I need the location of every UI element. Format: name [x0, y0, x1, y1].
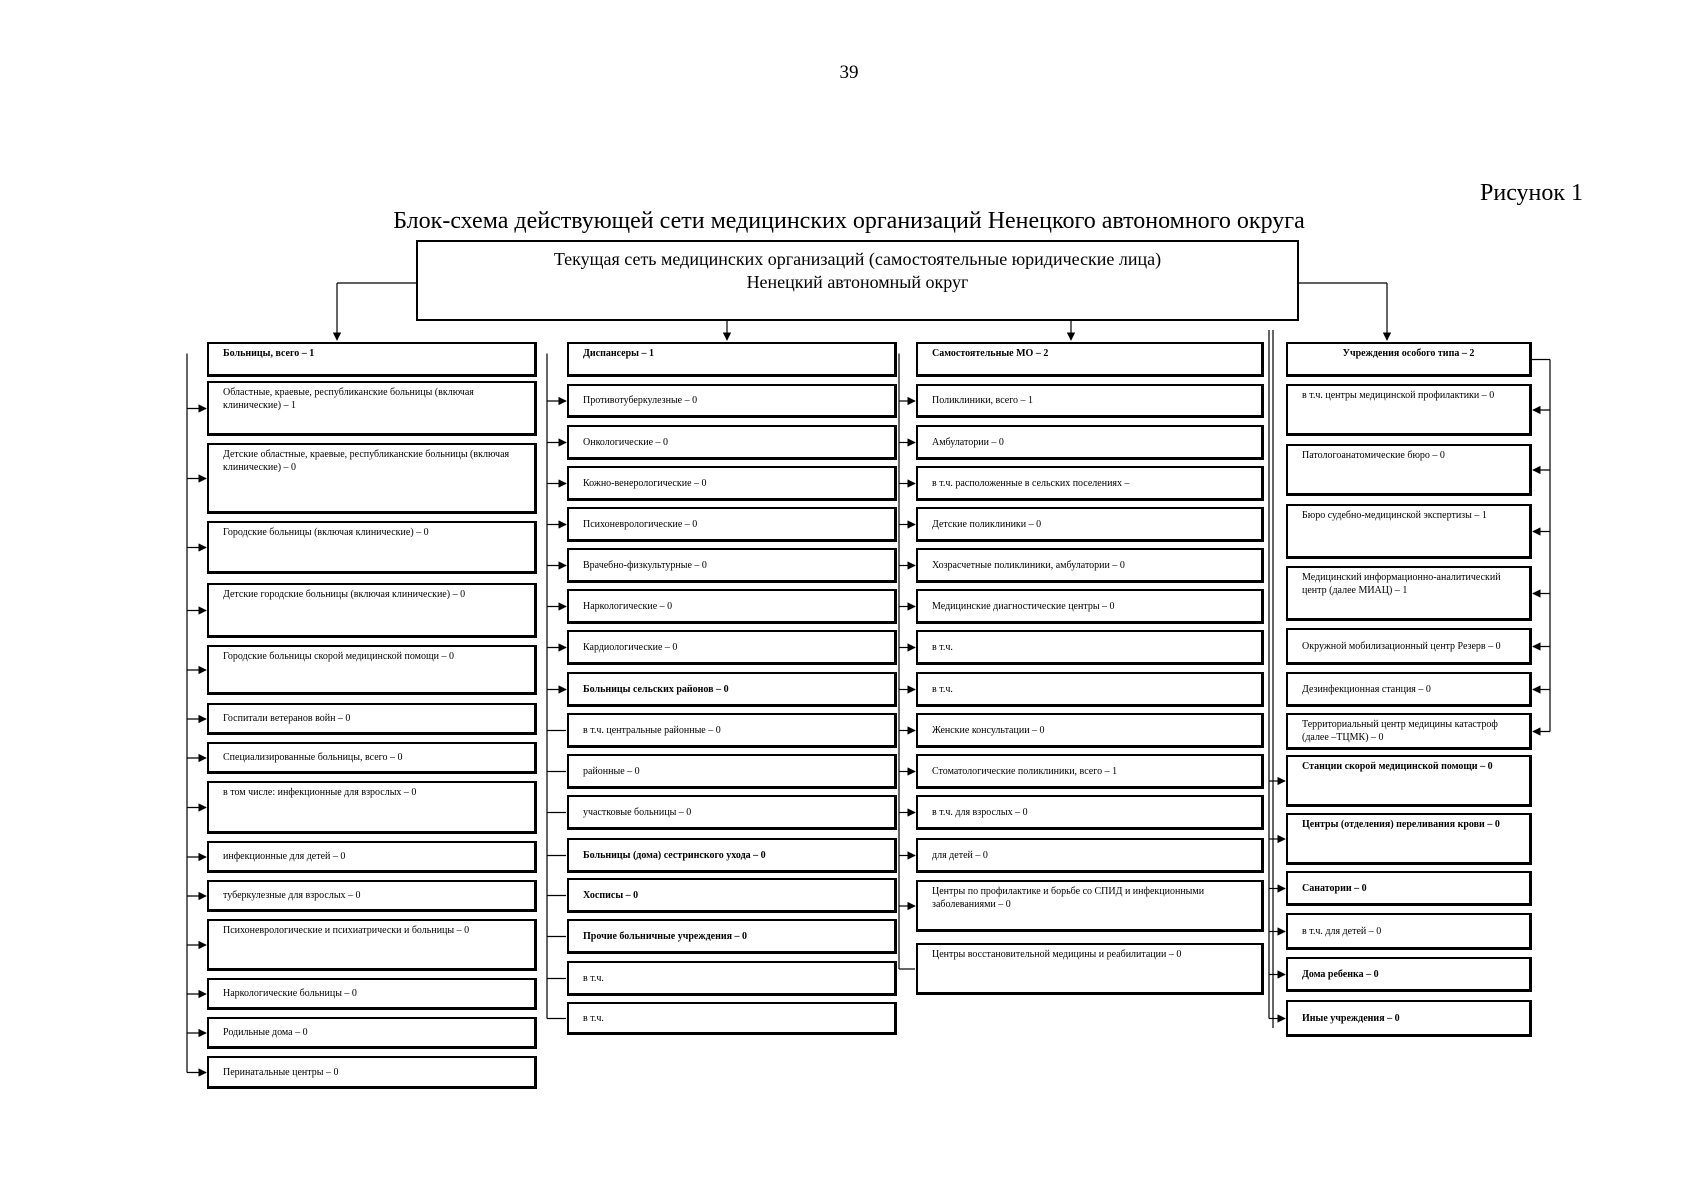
- col1-item: [207, 880, 537, 912]
- col1-item-label: Перинатальные центры – 0: [223, 1066, 339, 1078]
- col1-item-label: Госпитали ветеранов войн – 0: [223, 713, 351, 724]
- col4-extra-item: [1286, 1000, 1532, 1037]
- col3-item: [916, 672, 1264, 707]
- col4-item: [1286, 713, 1532, 750]
- col3-item: [916, 880, 1264, 932]
- col2-item: [567, 919, 897, 954]
- col2-item: [567, 754, 897, 789]
- col3-item-label: Хозрасчетные поликлиники, амбулатории – 0: [932, 559, 1125, 571]
- root-line-2: Ненецкий автономный округ: [746, 272, 969, 292]
- col1-item-label: Специализированные больницы, всего – 0: [223, 752, 403, 763]
- col1-item: [207, 1056, 537, 1089]
- col4-header: [1286, 342, 1532, 377]
- col4-item: [1286, 566, 1532, 621]
- col3-item-label: Центры по профилактике и борьбе со СПИД и инфекционными заболеваниями – 0: [932, 886, 1205, 910]
- col2-item: [567, 425, 897, 460]
- col3-item-label: Женские консультации – 0: [932, 724, 1045, 736]
- col4-item: [1286, 672, 1532, 707]
- col1-item-label: инфекционные для детей – 0: [223, 851, 346, 862]
- col4-item-label: Территориальный центр медицины катастроф (далее –ТЦМК) – 0: [1302, 719, 1498, 743]
- col1-item-label: Психоневрологические и психиатрически и больницы – 0: [223, 925, 470, 936]
- col3-item: [916, 589, 1264, 624]
- col2-item: [567, 838, 897, 873]
- col2-item: [567, 548, 897, 583]
- col1-item: [207, 978, 537, 1010]
- col1-item-label: в том числе: инфекционные для взрослых – 0: [223, 787, 417, 798]
- col1-header: [207, 342, 537, 377]
- col1-item-label: Детские областные, краевые, республиканские больницы (включая клинические) – 0: [223, 449, 510, 473]
- col3-header: [916, 342, 1264, 377]
- col3-item-label: для детей – 0: [932, 849, 988, 861]
- col4-item: [1286, 384, 1532, 436]
- col4-extra-item: [1286, 755, 1532, 807]
- col4-extra-item-label: в т.ч. для детей – 0: [1302, 925, 1382, 937]
- col2-item-label: в т.ч. центральные районные – 0: [583, 724, 721, 736]
- col1-item: [207, 841, 537, 873]
- col1-item: [207, 381, 537, 436]
- col1-item: [207, 583, 537, 638]
- col3-item: [916, 466, 1264, 501]
- col4-extra-item-label: Санатории – 0: [1302, 882, 1367, 894]
- col4-extra-item: [1286, 913, 1532, 950]
- col4-item-label: Патологоанатомические бюро – 0: [1302, 450, 1445, 461]
- col2-item-label: Больницы сельских районов – 0: [583, 683, 729, 695]
- col4-header-label: Учреждения особого типа – 2: [1342, 348, 1475, 359]
- col1-item: [207, 703, 537, 735]
- col2-item: [567, 795, 897, 830]
- figure-label: Рисунок 1: [1480, 180, 1584, 206]
- col1-header-label: Больницы, всего – 1: [223, 348, 315, 359]
- col2-item: [567, 961, 897, 996]
- col3-item-label: Центры восстановительной медицины и реабилитации – 0: [932, 949, 1182, 960]
- col2-item-label: Кожно-венерологические – 0: [583, 477, 707, 489]
- col2-item-label: Прочие больничные учреждения – 0: [583, 930, 748, 942]
- col3-item-label: Амбулатории – 0: [932, 436, 1004, 448]
- col1-item: [207, 1017, 537, 1049]
- col2-item: [567, 384, 897, 418]
- col3-item: [916, 507, 1264, 542]
- col3-item: [916, 548, 1264, 583]
- col2-item: [567, 878, 897, 913]
- col2-item-label: Психоневрологические – 0: [583, 518, 698, 530]
- col4-extra-item-label: Центры (отделения) переливания крови – 0: [1302, 819, 1500, 830]
- col3-item-label: в т.ч. для взрослых – 0: [932, 806, 1028, 818]
- col4-item-label: Бюро судебно-медицинской экспертизы – 1: [1302, 510, 1487, 521]
- col2-item: [567, 672, 897, 707]
- col3-item: [916, 943, 1264, 995]
- col3-item-label: в т.ч.: [932, 683, 953, 695]
- col2-item-label: в т.ч.: [583, 972, 604, 984]
- col2-item: [567, 589, 897, 624]
- col1-item-label: Областные, краевые, республиканские больницы (включая клинические) – 1: [223, 387, 474, 411]
- col1-item: [207, 742, 537, 774]
- diagram-title: Блок-схема действующей сети медицинских организаций Ненецкого автономного округа: [393, 208, 1305, 234]
- col2-item: [567, 630, 897, 665]
- col3-item: [916, 795, 1264, 830]
- col4-extra-item: [1286, 957, 1532, 992]
- col2-item-label: участковые больницы – 0: [583, 806, 692, 818]
- col4-item: [1286, 628, 1532, 665]
- col1-item-label: Родильные дома – 0: [223, 1027, 308, 1038]
- col4-item-label: Окружной мобилизационный центр Резерв – 0: [1302, 640, 1501, 652]
- col4-extra-item: [1286, 813, 1532, 865]
- col1-item-label: Детские городские больницы (включая клинические) – 0: [223, 589, 466, 600]
- col4-extra-item-label: Иные учреждения – 0: [1302, 1012, 1400, 1024]
- col2-item-label: Больницы (дома) сестринского ухода – 0: [583, 849, 766, 861]
- col1-item: [207, 781, 537, 834]
- root-line-1: Текущая сеть медицинских организаций (самостоятельные юридические лица): [553, 249, 1162, 269]
- col4-item: [1286, 504, 1532, 559]
- col2-item: [567, 466, 897, 501]
- col4-extra-item: [1286, 871, 1532, 906]
- col1-item: [207, 443, 537, 514]
- col2-item: [567, 507, 897, 542]
- col3-item: [916, 425, 1264, 460]
- col3-item: [916, 754, 1264, 789]
- col3-item-label: в т.ч. расположенные в сельских поселениях –: [932, 477, 1130, 489]
- col2-item-label: в т.ч.: [583, 1012, 604, 1024]
- col2-item: [567, 713, 897, 748]
- col2-item-label: Онкологические – 0: [583, 436, 669, 448]
- col3-item: [916, 630, 1264, 665]
- col1-item-label: Наркологические больницы – 0: [223, 988, 357, 999]
- col1-item-label: Городские больницы (включая клинические) – 0: [223, 527, 429, 538]
- col4-item-label: в т.ч. центры медицинской профилактики – 0: [1302, 390, 1495, 401]
- col1-item-label: Городские больницы скорой медицинской помощи – 0: [223, 651, 455, 662]
- col4-item-label: Медицинский информационно-аналитический центр (далее МИАЦ) – 1: [1302, 572, 1501, 596]
- col3-item-label: в т.ч.: [932, 641, 953, 653]
- col3-item-label: Поликлиники, всего – 1: [932, 395, 1034, 406]
- col1-item-label: туберкулезные для взрослых – 0: [223, 890, 361, 901]
- col3-item: [916, 713, 1264, 748]
- page-number: 39: [839, 62, 859, 83]
- col4-item: [1286, 444, 1532, 496]
- col3-item: [916, 838, 1264, 873]
- col3-header-label: Самостоятельные МО – 2: [932, 348, 1049, 359]
- col2-item-label: Противотуберкулезные – 0: [583, 395, 698, 406]
- col2-item-label: Кардиологические – 0: [583, 641, 678, 653]
- col1-item: [207, 645, 537, 695]
- col4-extra-item-label: Дома ребенка – 0: [1302, 968, 1379, 980]
- col4-item-label: Дезинфекционная станция – 0: [1302, 683, 1431, 695]
- col2-item-label: районные – 0: [583, 765, 640, 777]
- col2-item: [567, 1002, 897, 1035]
- col3-item-label: Медицинские диагностические центры – 0: [932, 600, 1115, 612]
- col4-extra-item-label: Станции скорой медицинской помощи – 0: [1302, 761, 1493, 772]
- col2-item-label: Наркологические – 0: [583, 600, 673, 612]
- col2-item-label: Хосписы – 0: [583, 889, 639, 901]
- col3-item: [916, 384, 1264, 418]
- col3-item-label: Стоматологические поликлиники, всего – 1: [932, 765, 1118, 777]
- col2-header: [567, 342, 897, 377]
- col1-item: [207, 919, 537, 971]
- col1-item: [207, 521, 537, 574]
- col3-item-label: Детские поликлиники – 0: [932, 518, 1042, 530]
- col2-item-label: Врачебно-физкультурные – 0: [583, 559, 707, 571]
- col2-header-label: Диспансеры – 1: [583, 348, 654, 359]
